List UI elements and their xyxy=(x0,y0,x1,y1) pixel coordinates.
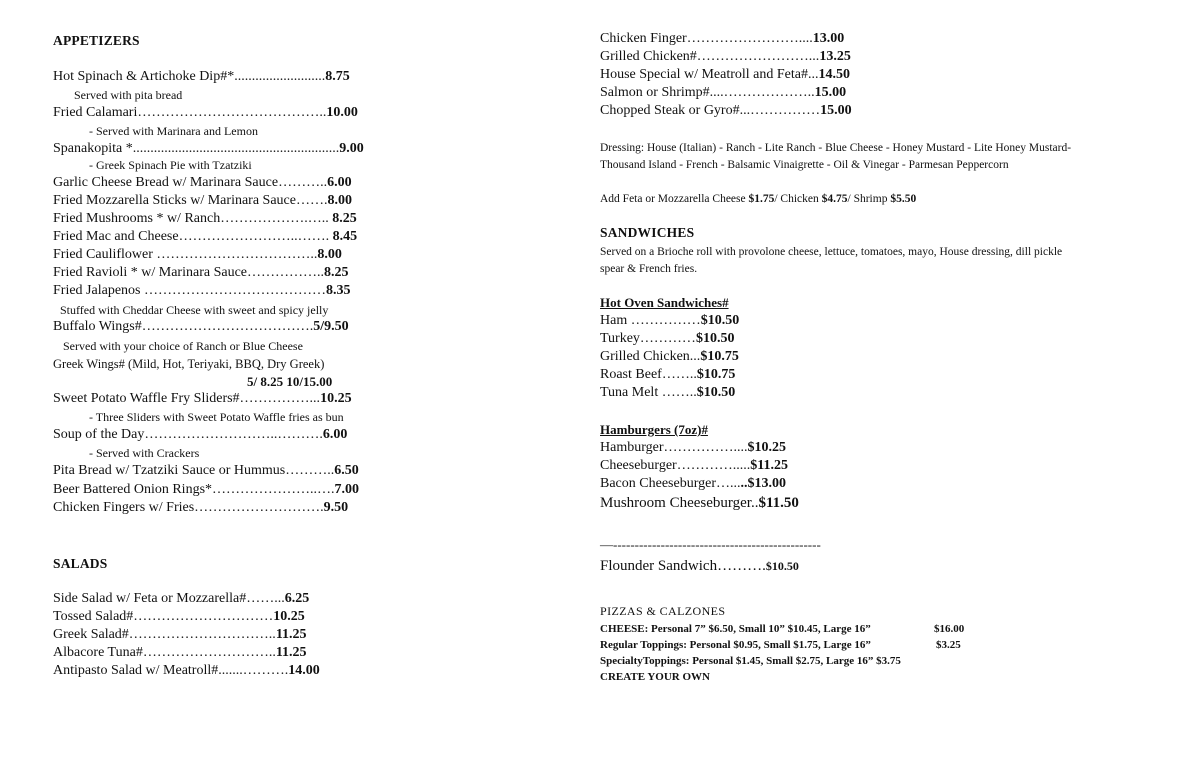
menu-item: Grilled Chicken#……………………...13.25 xyxy=(600,49,851,64)
pizza-regular-toppings: Regular Toppings: Personal $0.95, Small $1.75, Large 16” $3.25 xyxy=(600,639,961,651)
sandwiches-description: Served on a Brioche roll with provolone cheese, lettuce, tomatoes, mayo, House dressing, dill pickle xyxy=(600,246,1063,258)
item-note: - Served with Marinara and Lemon xyxy=(89,124,258,138)
add-ons: Add Feta or Mozzarella Cheese $1.75/ Chicken $4.75/ Shrimp $5.50 xyxy=(600,193,917,205)
menu-item: Buffalo Wings#……………………………….5/9.50 xyxy=(53,319,349,334)
menu-item: Tuna Melt ……..$10.50 xyxy=(600,385,736,400)
menu-item: Roast Beef……..$10.75 xyxy=(600,367,736,382)
sandwiches-description: spear & French fries. xyxy=(600,263,698,275)
item-note: - Three Sliders with Sweet Potato Waffle fries as bun xyxy=(89,410,344,424)
menu-item: Sweet Potato Waffle Fry Sliders#……………...10.25 xyxy=(53,391,352,406)
menu-item: Greek Salad#…………………………..11.25 xyxy=(53,627,307,642)
appetizers-heading: APPETIZERS xyxy=(53,33,140,48)
menu-item: Fried Mac and Cheese……………………..……. 8.45 xyxy=(53,229,358,244)
menu-item: Hot Spinach & Artichoke Dip#*..........................8.75 xyxy=(53,69,350,84)
menu-item: Salmon or Shrimp#....………………..15.00 xyxy=(600,85,847,100)
menu-item: Antipasto Salad w/ Meatroll#.......……….14.00 xyxy=(53,663,320,678)
menu-item: Fried Calamari…………………………………..10.00 xyxy=(53,105,358,120)
item-note: Served with pita bread xyxy=(74,88,183,102)
menu-item: Greek Wings# (Mild, Hot, Teriyaki, BBQ, Dry Greek) xyxy=(53,357,325,371)
dressing-list: Thousand Island - French - Balsamic Vinaigrette - Oil & Vinegar - Parmesan Peppercorn xyxy=(600,159,1009,171)
menu-item-prices: 5/ 8.25 10/15.00 xyxy=(247,374,333,389)
pizzas-heading: PIZZAS & CALZONES xyxy=(600,604,726,618)
divider: —------------------------------------------------ xyxy=(600,537,821,552)
menu-item: House Special w/ Meatroll and Feta#...14.50 xyxy=(600,67,851,82)
menu-item: Ham ……………$10.50 xyxy=(600,313,740,328)
menu-item: Cheeseburger………….....$11.25 xyxy=(600,458,788,473)
menu-item: Beer Battered Onion Rings*…………………..….7.00 xyxy=(53,482,360,497)
menu-item: Spanakopita *...........................................................9.00 xyxy=(53,141,364,156)
item-note: - Greek Spinach Pie with Tzatziki xyxy=(89,158,252,172)
menu-item: Fried Mozzarella Sticks w/ Marinara Sauce…….8.00 xyxy=(53,193,352,208)
salads-heading: SALADS xyxy=(53,556,108,571)
pizza-cheese-prices: CHEESE: Personal 7” $6.50, Small 10” $10.45, Large 16” $16.00 xyxy=(600,623,965,635)
menu-item: Fried Jalapenos …………………………………8.35 xyxy=(53,283,351,298)
menu-item: Fried Mushrooms * w/ Ranch……………….….. 8.25 xyxy=(53,211,357,226)
menu-item: Hamburger……………....$10.25 xyxy=(600,440,786,455)
menu-item: Soup of the Day………………………..……….6.00 xyxy=(53,427,348,442)
menu-item: Bacon Cheeseburger….....$13.00 xyxy=(600,476,786,491)
sandwiches-heading: SANDWICHES xyxy=(600,225,695,240)
hamburgers-heading: Hamburgers (7oz)# xyxy=(600,422,708,437)
menu-item: Garlic Cheese Bread w/ Marinara Sauce………..6.00 xyxy=(53,175,352,190)
item-note: - Served with Crackers xyxy=(89,446,200,460)
menu-item: Fried Ravioli * w/ Marinara Sauce……………..8.25 xyxy=(53,265,349,280)
menu-item: Side Salad w/ Feta or Mozzarella#……...6.25 xyxy=(53,591,310,606)
item-note: Stuffed with Cheddar Cheese with sweet and spicy jelly xyxy=(60,303,329,317)
pizza-create-your-own: CREATE YOUR OWN xyxy=(600,671,711,683)
menu-item: Albacore Tuna#………………………..11.25 xyxy=(53,645,307,660)
menu-item: Chopped Steak or Gyro#...……………15.00 xyxy=(600,103,852,118)
menu-item: Mushroom Cheeseburger..$11.50 xyxy=(600,495,799,511)
dressing-list: Dressing: House (Italian) - Ranch - Lite Ranch - Blue Cheese - Honey Mustard - Lite Honey Mustard- xyxy=(600,142,1072,154)
menu-item: Chicken Finger……………………....13.00 xyxy=(600,31,845,46)
menu-item: Fried Cauliflower ……………………………..8.00 xyxy=(53,247,342,262)
menu-item: Pita Bread w/ Tzatziki Sauce or Hummus………..6.50 xyxy=(53,463,359,478)
pizza-specialty-toppings: SpecialtyToppings: Personal $1.45, Small $2.75, Large 16” $3.75 xyxy=(600,655,901,667)
menu-item: Turkey…………$10.50 xyxy=(600,331,735,346)
menu-item: Tossed Salad#…………………………10.25 xyxy=(53,609,305,624)
item-note: Served with your choice of Ranch or Blue Cheese xyxy=(63,339,303,353)
menu-item: Chicken Fingers w/ Fries……………………….9.50 xyxy=(53,500,349,515)
menu-item: Flounder Sandwich……….$10.50 xyxy=(600,558,799,574)
menu-item: Grilled Chicken...$10.75 xyxy=(600,349,739,364)
hot-oven-heading: Hot Oven Sandwiches# xyxy=(600,295,729,310)
